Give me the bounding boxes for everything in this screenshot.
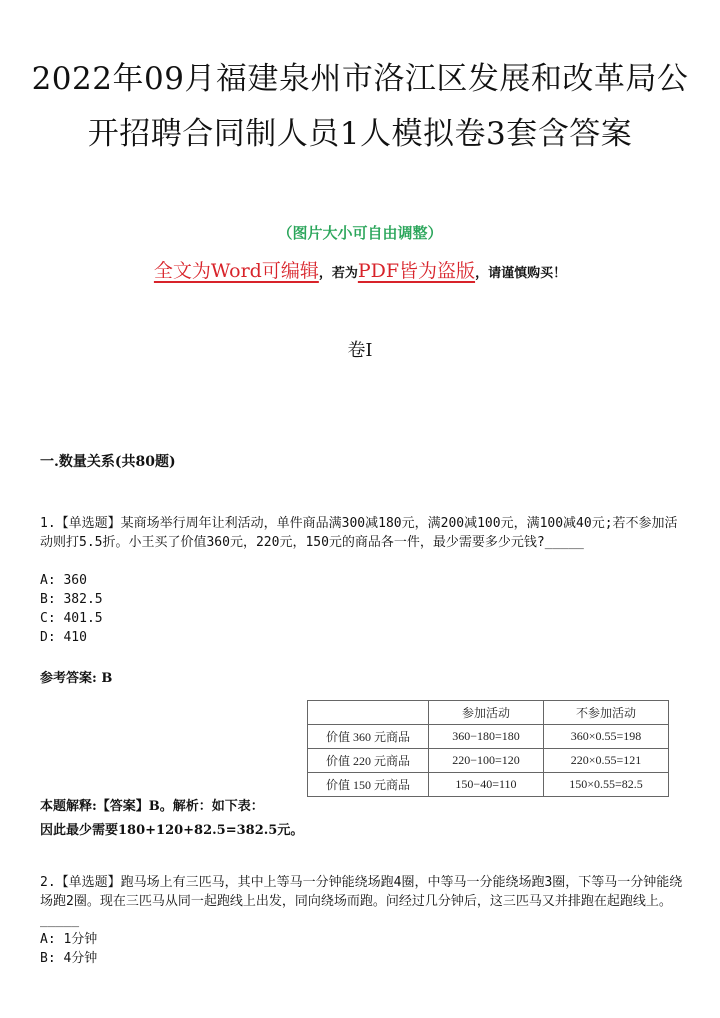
section-heading: 一.数量关系(共80题) <box>40 454 176 470</box>
table-row <box>308 749 669 773</box>
question-2-text: 2.【单选题】跑马场上有三匹马，其中上等马一分钟能绕场跑4圈，中等马一分能绕场跑3圈，下等马一分钟能绕场跑2圈。现在三匹马从同一起跑线上出发，同向绕场而跑。问经过几分钟后，这三匹马又并排跑在起跑线上。_____ <box>40 875 683 928</box>
table-cell: 价值 150 元商品 <box>308 773 429 797</box>
question-1-option-d: D: 410 <box>40 630 87 645</box>
table-cell: 价值 220 元商品 <box>308 749 429 773</box>
table-row <box>308 773 669 797</box>
warning-text: ，若为 <box>318 266 358 281</box>
question-2-option-a: A: 1分钟 <box>40 932 98 947</box>
table-cell: 220×0.55=121 <box>543 749 668 773</box>
explanation-table <box>307 700 669 797</box>
question-2-option-b: B: 4分钟 <box>40 951 98 966</box>
question-1-option-c: C: 401.5 <box>40 611 103 626</box>
warning-pdf-pirated: PDF皆为盗版 <box>357 260 476 282</box>
question-1-text: 1.【单选题】某商场举行周年让利活动，单件商品满300减180元，满200减100元，满100减40元;若不参加活动则打5.5折。小王买了价值360元，220元，150元的商品各一件，最少需要多少元钱?_____ <box>40 516 678 550</box>
table-header: 参加活动 <box>429 701 544 725</box>
table-cell: 价值 360 元商品 <box>308 725 429 749</box>
piracy-warning <box>0 256 720 283</box>
document-title: 2022年09月福建泉州市洛江区发展和改革局公开招聘合同制人员1人模拟卷3套含答案 <box>31 61 689 152</box>
volume-heading: 卷I <box>347 340 373 361</box>
table-cell: 220−100=120 <box>429 749 544 773</box>
table-cell: 150×0.55=82.5 <box>543 773 668 797</box>
table-header: 不参加活动 <box>543 701 668 725</box>
question-1-option-b: B: 382.5 <box>40 592 103 607</box>
table-cell: 360×0.55=198 <box>543 725 668 749</box>
warning-word-editable: 全文为Word可编辑 <box>153 260 319 282</box>
table-cell: 150−40=110 <box>429 773 544 797</box>
warning-text: ，请谨慎购买！ <box>475 266 567 281</box>
question-1-option-a: A: 360 <box>40 573 87 588</box>
table-header <box>308 701 429 725</box>
question-1-answer: 参考答案: B <box>40 671 113 686</box>
table-cell: 360−180=180 <box>429 725 544 749</box>
table-row <box>308 725 669 749</box>
question-1-explanation: 本题解释:【答案】B。解析：如下表： <box>40 799 264 814</box>
image-resize-note: （图片大小可自由调整） <box>277 224 443 242</box>
question-1-conclusion: 因此最少需要180+120+82.5=382.5元。 <box>40 823 304 838</box>
table-header-row <box>308 701 669 725</box>
